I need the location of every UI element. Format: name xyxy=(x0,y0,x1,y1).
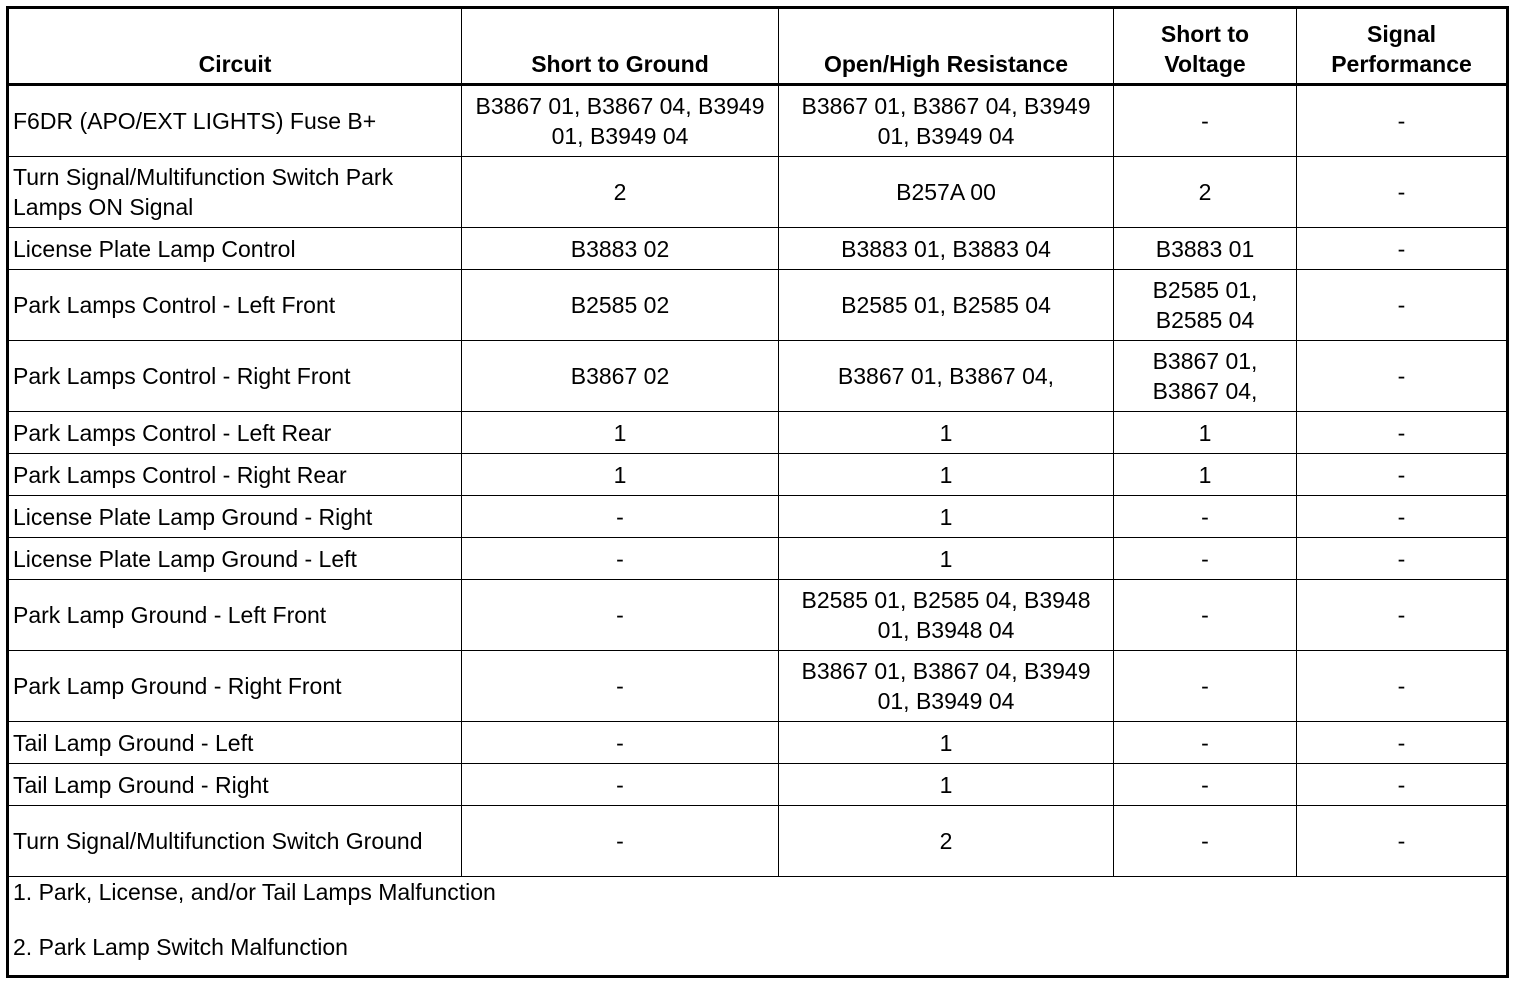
cell-short-to-voltage: B3883 01 xyxy=(1114,228,1297,270)
cell-open-high-resistance: B2585 01, B2585 04, B3948 01, B3948 04 xyxy=(779,580,1114,651)
table-row xyxy=(8,157,1508,228)
cell-open-high-resistance: 1 xyxy=(779,496,1114,538)
footnote-1: 1. Park, License, and/or Tail Lamps Malfunction xyxy=(13,879,496,905)
header-circuit: Circuit xyxy=(8,8,462,85)
cell-short-to-ground: 2 xyxy=(462,157,779,228)
table-row xyxy=(8,764,1508,806)
notes-row xyxy=(8,877,1508,977)
cell-signal-performance: - xyxy=(1297,341,1508,412)
cell-circuit: Park Lamps Control - Left Front xyxy=(8,270,462,341)
cell-open-high-resistance: 1 xyxy=(779,764,1114,806)
table-row xyxy=(8,496,1508,538)
footnote-spacer xyxy=(13,907,1502,932)
header-short-to-ground: Short to Ground xyxy=(462,8,779,85)
cell-circuit: Park Lamps Control - Left Rear xyxy=(8,412,462,454)
cell-circuit: Park Lamp Ground - Left Front xyxy=(8,580,462,651)
cell-circuit: License Plate Lamp Control xyxy=(8,228,462,270)
cell-circuit: Turn Signal/Multifunction Switch Park Lamps ON Signal xyxy=(8,157,462,228)
cell-short-to-voltage: - xyxy=(1114,538,1297,580)
cell-short-to-ground: B3883 02 xyxy=(462,228,779,270)
cell-short-to-voltage: 1 xyxy=(1114,412,1297,454)
cell-short-to-ground: - xyxy=(462,538,779,580)
cell-circuit: License Plate Lamp Ground - Right xyxy=(8,496,462,538)
table-row xyxy=(8,270,1508,341)
table-row xyxy=(8,806,1508,877)
cell-signal-performance: - xyxy=(1297,228,1508,270)
cell-signal-performance: - xyxy=(1297,85,1508,157)
cell-short-to-ground: - xyxy=(462,496,779,538)
cell-short-to-voltage: - xyxy=(1114,722,1297,764)
cell-circuit: Tail Lamp Ground - Right xyxy=(8,764,462,806)
table-header-row xyxy=(8,8,1508,85)
cell-short-to-voltage: B3867 01, B3867 04, xyxy=(1114,341,1297,412)
cell-signal-performance: - xyxy=(1297,651,1508,722)
circuit-diagnostic-document xyxy=(6,6,1509,978)
cell-short-to-ground: - xyxy=(462,722,779,764)
cell-short-to-voltage: - xyxy=(1114,496,1297,538)
cell-short-to-ground: - xyxy=(462,806,779,877)
footnotes xyxy=(8,877,1508,977)
cell-signal-performance: - xyxy=(1297,157,1508,228)
cell-open-high-resistance: B257A 00 xyxy=(779,157,1114,228)
cell-circuit: Park Lamps Control - Right Rear xyxy=(8,454,462,496)
header-short-to-voltage: Short to Voltage xyxy=(1114,8,1297,85)
table-row xyxy=(8,85,1508,157)
cell-short-to-ground: - xyxy=(462,764,779,806)
cell-circuit: Tail Lamp Ground - Left xyxy=(8,722,462,764)
table-row xyxy=(8,538,1508,580)
cell-short-to-ground: B2585 02 xyxy=(462,270,779,341)
table-row xyxy=(8,228,1508,270)
cell-short-to-voltage: - xyxy=(1114,806,1297,877)
cell-signal-performance: - xyxy=(1297,270,1508,341)
cell-open-high-resistance: 1 xyxy=(779,722,1114,764)
cell-open-high-resistance: 1 xyxy=(779,538,1114,580)
cell-circuit: Park Lamp Ground - Right Front xyxy=(8,651,462,722)
table-row xyxy=(8,651,1508,722)
cell-signal-performance: - xyxy=(1297,764,1508,806)
cell-short-to-ground: - xyxy=(462,651,779,722)
table-row xyxy=(8,454,1508,496)
cell-signal-performance: - xyxy=(1297,454,1508,496)
table-row xyxy=(8,341,1508,412)
cell-open-high-resistance: B3883 01, B3883 04 xyxy=(779,228,1114,270)
cell-open-high-resistance: 2 xyxy=(779,806,1114,877)
cell-short-to-ground: 1 xyxy=(462,412,779,454)
table-row xyxy=(8,412,1508,454)
cell-signal-performance: - xyxy=(1297,806,1508,877)
cell-open-high-resistance: B3867 01, B3867 04, B3949 01, B3949 04 xyxy=(779,651,1114,722)
table-row xyxy=(8,722,1508,764)
cell-open-high-resistance: B2585 01, B2585 04 xyxy=(779,270,1114,341)
cell-circuit: Park Lamps Control - Right Front xyxy=(8,341,462,412)
cell-short-to-ground: - xyxy=(462,580,779,651)
cell-signal-performance: - xyxy=(1297,580,1508,651)
cell-short-to-voltage: - xyxy=(1114,580,1297,651)
cell-short-to-ground: B3867 02 xyxy=(462,341,779,412)
cell-circuit: License Plate Lamp Ground - Left xyxy=(8,538,462,580)
cell-short-to-voltage: 1 xyxy=(1114,454,1297,496)
cell-signal-performance: - xyxy=(1297,412,1508,454)
cell-signal-performance: - xyxy=(1297,538,1508,580)
cell-short-to-voltage: - xyxy=(1114,85,1297,157)
cell-short-to-voltage: 2 xyxy=(1114,157,1297,228)
header-signal-performance: Signal Performance xyxy=(1297,8,1508,85)
cell-short-to-ground: 1 xyxy=(462,454,779,496)
cell-open-high-resistance: B3867 01, B3867 04, xyxy=(779,341,1114,412)
cell-short-to-ground: B3867 01, B3867 04, B3949 01, B3949 04 xyxy=(462,85,779,157)
cell-open-high-resistance: 1 xyxy=(779,412,1114,454)
cell-circuit: F6DR (APO/EXT LIGHTS) Fuse B+ xyxy=(8,85,462,157)
cell-short-to-voltage: - xyxy=(1114,764,1297,806)
footnote-2: 2. Park Lamp Switch Malfunction xyxy=(13,934,348,960)
cell-short-to-voltage: B2585 01, B2585 04 xyxy=(1114,270,1297,341)
table-row xyxy=(8,580,1508,651)
header-open-high-resistance: Open/High Resistance xyxy=(779,8,1114,85)
cell-signal-performance: - xyxy=(1297,496,1508,538)
cell-open-high-resistance: B3867 01, B3867 04, B3949 01, B3949 04 xyxy=(779,85,1114,157)
circuit-fault-table xyxy=(6,6,1509,978)
cell-open-high-resistance: 1 xyxy=(779,454,1114,496)
cell-signal-performance: - xyxy=(1297,722,1508,764)
cell-short-to-voltage: - xyxy=(1114,651,1297,722)
cell-circuit: Turn Signal/Multifunction Switch Ground xyxy=(8,806,462,877)
